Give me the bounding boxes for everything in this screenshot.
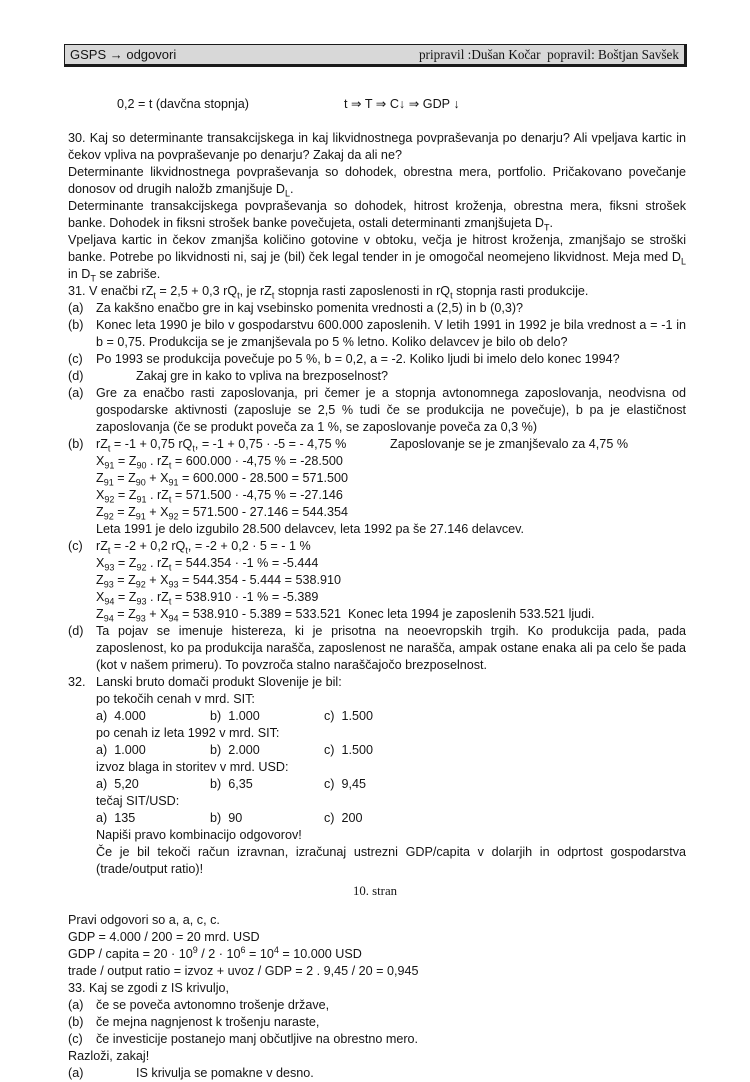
option-a: a) 4.000 — [96, 709, 146, 723]
item-label: (a) — [68, 386, 84, 400]
option-a: a) 135 — [96, 811, 136, 825]
option-a: a) 1.000 — [96, 743, 146, 757]
item-label: (c) — [68, 352, 83, 366]
item-label: (d) — [68, 624, 84, 638]
growth-formula: $rZ_t = -2 + 0,2$ $rQ_t$, = -2 + 0,2 · 5 = - 1 % — [96, 539, 311, 556]
q31-question: 31. V enačbi $rZ_t = 2,5 + 0,3$ $rQ_t$, je $rZ_t$ stopnja rasti zaposlenosti in $rQ_t$ stopnja rasti produkcije. — [68, 284, 589, 301]
item-label: (b) — [68, 437, 84, 451]
answer-b-conclusion: Leta 1991 je delo izgubilo 28.500 delavcev, leta 1992 pa še 27.146 delavcev. — [96, 522, 525, 536]
header — [64, 44, 687, 67]
item-label: (a) — [68, 998, 84, 1012]
tax-rate-line — [68, 79, 686, 130]
option-b: b) 90 — [210, 811, 243, 825]
option-c: c) 9,45 — [324, 777, 366, 791]
option-c: c) 1.500 — [324, 743, 374, 757]
item-text: Za kakšno enačbo gre in kaj vsebinsko pomenita vrednosti a (2,5) in b (0,3)? — [96, 301, 524, 315]
item-text: Zakaj gre in kako to vpliva na brezposelnost? — [136, 369, 389, 383]
q30-question: 30. Kaj so determinante transakcijskega in kaj likvidnostnega povpraševanja po denarju? Ali vpeljava kartic in čekov vpliva na povpraševanje po denarju? Zakaj da ali ne? — [68, 131, 686, 162]
q32-caption-1992-prices: po cenah iz leta 1992 v mrd. SIT: — [96, 726, 280, 740]
q30-answer-transaction: Determinante transakcijskega povpraševanja so dohodek, hitrost kroženja, obrestna mera, fiksni strošek banke. Dohodek in fiksni strošek banke povečujeta, ostali determinanti zmanjšujeta $D_T$. — [68, 199, 686, 233]
q32-answer-gdp: GDP = 4.000 / 200 = 20 mrd. USD — [68, 930, 260, 944]
q31-answer-d — [68, 623, 686, 674]
tax-chain-text: t ⇒ T ⇒ C↓ ⇒ GDP ↓ — [344, 97, 460, 111]
q31-answer-b-head — [68, 436, 686, 453]
formula-line-z92: $Z_{92} = Z_{91} + X_{92} = 571.500 - 27.146 = 544.354$ — [96, 505, 349, 522]
formula-line-z94: $Z_{94} = Z_{93} + X_{94} = 538.910 - 5.389 = 533.521$ Konec leta 1994 je zaposlenih 533.521 ljudi. — [96, 607, 595, 624]
q31-answer-c-head — [68, 538, 686, 555]
q32-options-row — [68, 810, 686, 827]
question-number: 32. — [68, 675, 86, 689]
question-text: Lanski bruto domači produkt Slovenije je bil: — [96, 675, 342, 689]
q33-answer-a — [68, 1065, 686, 1082]
item-label: (a) — [68, 1066, 84, 1080]
item-label: (c) — [68, 1032, 83, 1046]
formula-line-z91: $Z_{91} = Z_{90} + X_{91} = 600.000 - 28.500 = 571.500$ — [96, 471, 349, 488]
item-label: (c) — [68, 539, 83, 553]
option-b: b) 1.000 — [210, 709, 260, 723]
q32-answer-combination: Pravi odgovori so a, a, c, c. — [68, 913, 220, 927]
item-label: (b) — [68, 1015, 84, 1029]
header-credits: pripravil :Dušan Kočar popravil: Boštjan Savšek — [418, 47, 679, 62]
item-label: (b) — [68, 318, 84, 332]
answer-text: IS krivulja se pomakne v desno. — [136, 1066, 314, 1080]
q32-options-row — [68, 742, 686, 759]
item-label: (a) — [68, 301, 84, 315]
q32-caption-exports: izvoz blaga in storitev v mrd. USD: — [96, 760, 289, 774]
formula-line-x94: $X_{94} = Z_{93}$ . $rZ_t = 538.910 \cdot -1$ % = -5.389 — [96, 590, 319, 607]
option-b: b) 2.000 — [210, 743, 260, 757]
q30-answer-liquidity: Determinante likvidnostnega povpraševanja so dohodek, obrestna mera, portfolio. Pričakovano povečanje donosov od drugih naložb zmanjšuje $D_L$. — [68, 165, 686, 199]
q33-instruction: Razloži, zakaj! — [68, 1049, 150, 1063]
q32-instruction-combination: Napiši pravo kombinacijo odgovorov! — [96, 828, 302, 842]
header-title: GSPS → odgovori — [70, 47, 177, 62]
option-b: b) 6,35 — [210, 777, 253, 791]
formula-line-x93: $X_{93} = Z_{92}$ . $rZ_t = 544.354 \cdot -1$ % = -5.444 — [96, 556, 319, 573]
item-text: če se poveča avtonomno trošenje države, — [96, 998, 330, 1012]
q31-item-b — [68, 317, 686, 351]
option-a: a) 5,20 — [96, 777, 139, 791]
q32-question — [68, 674, 686, 691]
employment-note: Zaposlovanje se je zmanjševalo za 4,75 % — [390, 437, 629, 451]
item-label: (d) — [68, 369, 84, 383]
document-body — [68, 79, 686, 1082]
answer-text: Gre za enačbo rasti zaposlovanja, pri čemer je a stopnja avtonomnega zaposlovanja, neodvisna od gospodarske aktivnosti (zaposluje se 2,5 % tudi če se produkcija ne povečuje), b pa je elastičnost zaposlovanja (če se produkt poveča za 1 %, se zaposlovanje poveča za 0,3 %) — [96, 386, 686, 434]
q33-item-c — [68, 1031, 686, 1048]
page-number: 10. stran — [352, 884, 398, 898]
formula-line-x91: $X_{91} = Z_{90}$ . $rZ_t = 600.000 \cdot -4,75$ % = -28.500 — [96, 454, 343, 471]
growth-formula: $rZ_t = -1 + 0,75$ $rQ_t$, = -1 + 0,75 · -5 = - 4,75 % — [96, 437, 347, 454]
q33-item-b — [68, 1014, 686, 1031]
item-text: Po 1993 se produkcija povečuje po 5 %, b = 0,2, a = -2. Koliko ljudi bi imelo delo konec 1994? — [96, 352, 620, 366]
option-c: c) 200 — [324, 811, 363, 825]
q32-caption-current-prices: po tekočih cenah v mrd. SIT: — [96, 692, 255, 706]
q33-item-a — [68, 997, 686, 1014]
page-footer — [0, 883, 750, 900]
q32-instruction-gdp: Če je bil tekoči račun izravnan, izračunaj ustrezni GDP/capita v dolarjih in odprtost gospodarstva (trade/output ratio)! — [96, 845, 686, 876]
formula-line-z93: $Z_{93} = Z_{92} + X_{93} = 544.354 - 5.444 = 538.910$ — [96, 573, 342, 590]
item-text: če mejna nagnjenost k trošenju naraste, — [96, 1015, 320, 1029]
q31-answer-a — [68, 385, 686, 436]
item-text: Konec leta 1990 je bilo v gospodarstvu 600.000 zaposlenih. V letih 1991 in 1992 je bila vrednost a = -1 in b = 0,75. Produkcija se je zmanjševala po 5 % letno. Koliko delavcev je bilo ob delo? — [96, 318, 686, 349]
q32-caption-exchange-rate: tečaj SIT/USD: — [96, 794, 180, 808]
q32-answer-gdp-capita: GDP / capita = $20 \cdot 10^9 / 2 \cdot 10^6 = 10^4 = 10.000$ USD — [68, 944, 362, 961]
q33-question: 33. Kaj se zgodi z IS krivuljo, — [68, 981, 229, 995]
q31-item-a — [68, 300, 686, 317]
q32-options-row — [68, 776, 686, 793]
answer-text: Ta pojav se imenuje histereza, ki je prisotna na neoevropskih trgih. Ko produkcija pada, pada zaposlenost, ko pa produkcija narašča, zaposlenost ne narašča, ampak ostane enaka ali pa celo še pada (kot v našem primeru). To povzroča stalno naraščajočo brezposelnost. — [96, 624, 686, 672]
q32-answer-trade-ratio: trade / output ratio = izvoz + uvoz / GDP = 2 . 9,45 / 20 = 0,945 — [68, 964, 419, 978]
item-text: če investicije postanejo manj občutljive na obrestno mero. — [96, 1032, 419, 1046]
formula-line-x92: $X_{92} = Z_{91}$ . $rZ_t = 571.500 \cdot -4,75$ % = -27.146 — [96, 488, 343, 505]
tax-rate-text: 0,2 = t (davčna stopnja) — [117, 97, 249, 111]
q31-item-c — [68, 351, 686, 368]
option-c: c) 1.500 — [324, 709, 374, 723]
q31-item-d — [68, 368, 686, 385]
q30-answer-cards: Vpeljava kartic in čekov zmanjša količino gotovine v obtoku, večja je hitrost kroženja, zmanjšajo se stroški banke. Potrebe po likvidnosti ni, saj je (bil) ček legal tender in je omogočal neomejeno likvidnost. Meja med $D_L$ in $D_T$ se zabriše. — [68, 233, 686, 284]
q32-options-row — [68, 708, 686, 725]
